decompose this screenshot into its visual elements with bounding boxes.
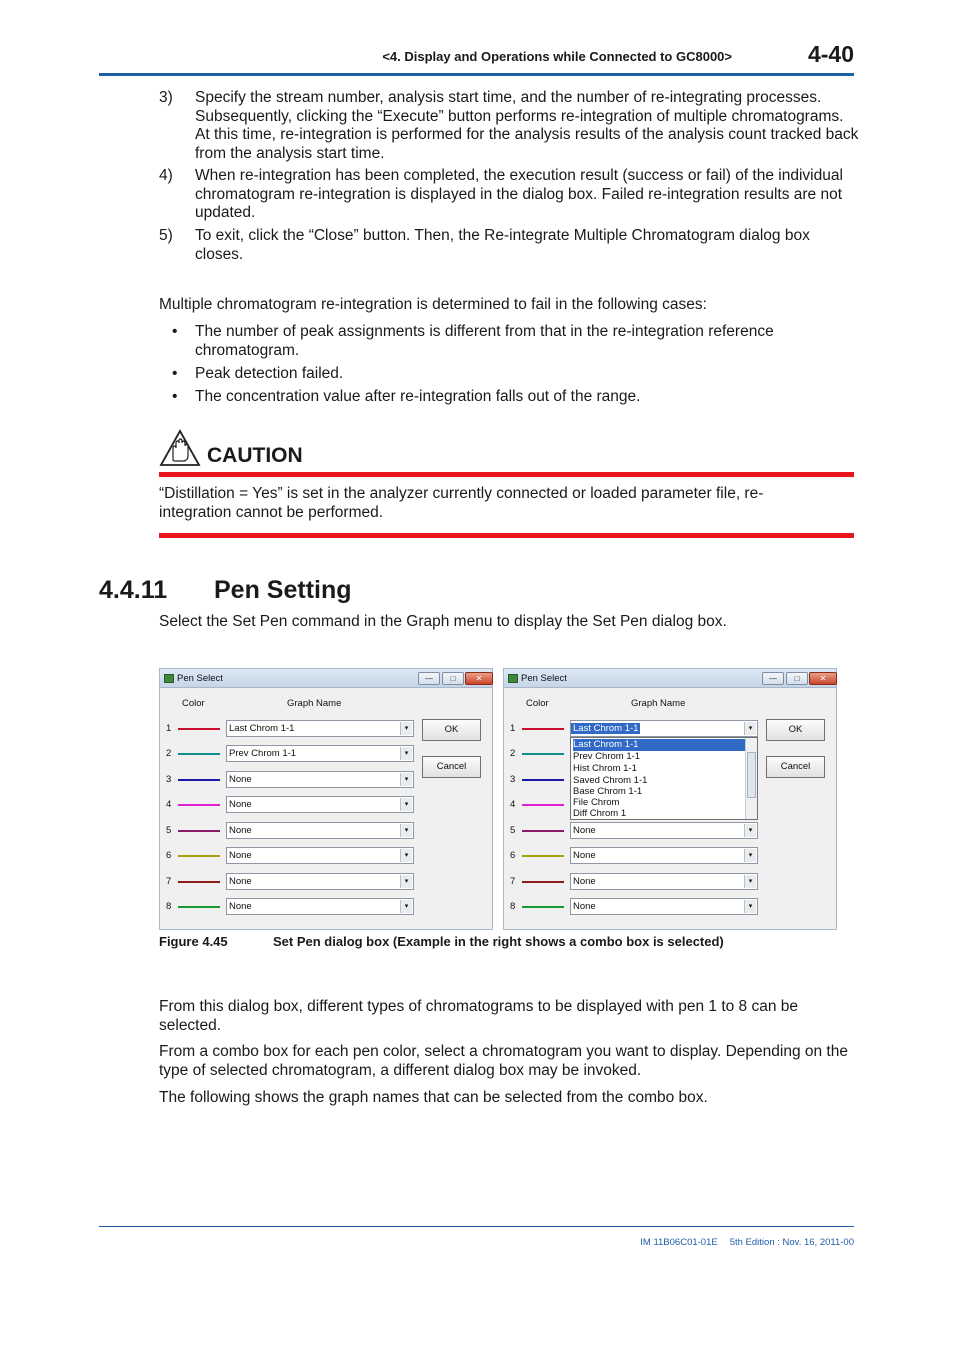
document-number: IM 11B06C01-01E	[640, 1237, 718, 1248]
minimize-button[interactable]: —	[418, 672, 440, 685]
close-button[interactable]: ✕	[809, 672, 837, 685]
pen-number: 2	[166, 748, 172, 759]
step-text: Specify the stream number, analysis start time, and the number of re-integrating processes. Subsequently, clicking the “Execute” button performs re-integration of multiple chromatograms. At this time, re-integration is performed for the analysis results of the analysis count tracked back from the analysis start time.	[195, 89, 859, 162]
combo-value: Prev Chrom 1-1	[229, 748, 297, 759]
ok-button[interactable]: OK	[766, 719, 825, 741]
caution-label: CAUTION	[207, 444, 303, 467]
pen-color-swatch	[178, 728, 220, 730]
combo-value: None	[229, 774, 252, 785]
pen-color-swatch	[178, 855, 220, 857]
page-number: 4-40	[807, 41, 854, 67]
body-paragraph: From a combo box for each pen color, select a chromatogram you want to display. Depending on the type of selected chromatogram, a different dialog box may be invoked.	[159, 1043, 848, 1079]
dialog-titlebar	[160, 669, 492, 688]
pen-number: 7	[510, 876, 516, 887]
close-button[interactable]: ✕	[465, 672, 493, 685]
dropdown-arrow-icon[interactable]: ▾	[744, 900, 756, 913]
pen-number: 6	[510, 850, 516, 861]
pen-number: 7	[166, 876, 172, 887]
caution-text: “Distillation = Yes” is set in the analyzer currently connected or loaded parameter file, re-integration cannot be performed.	[159, 485, 764, 521]
bullet-symbol: •	[172, 323, 178, 340]
step-number: 4)	[159, 167, 173, 184]
color-column-header: Color	[526, 698, 549, 709]
pen-select-dialog-right	[503, 668, 837, 930]
cancel-button[interactable]: Cancel	[766, 756, 825, 778]
pen-color-swatch	[178, 830, 220, 832]
figure-label: Figure 4.45	[159, 934, 228, 949]
pen-row-7	[504, 873, 764, 891]
combo-value: None	[229, 901, 252, 912]
dropdown-arrow-icon[interactable]: ▾	[400, 900, 412, 913]
step-4	[159, 167, 859, 223]
caution-bottom-rule	[159, 533, 854, 538]
header-rule	[99, 73, 854, 76]
graph-name-combo-8[interactable]	[226, 898, 414, 915]
bullet-symbol: •	[172, 365, 178, 382]
graph-name-column-header: Graph Name	[631, 698, 686, 709]
pen-color-swatch	[178, 753, 220, 755]
pen-row-6	[160, 847, 420, 865]
pen-color-swatch	[522, 728, 564, 730]
caution-top-rule	[159, 472, 854, 477]
pen-color-swatch	[522, 804, 564, 806]
app-icon	[164, 674, 174, 683]
running-header-title: <4. Display and Operations while Connected to GC8000>	[382, 49, 732, 64]
ok-button[interactable]: OK	[422, 719, 481, 741]
dropdown-arrow-icon[interactable]: ▾	[400, 849, 412, 862]
pen-row-5	[504, 822, 764, 840]
scrollbar-thumb[interactable]	[747, 752, 756, 798]
graph-name-combo-8[interactable]	[570, 898, 758, 915]
dropdown-option[interactable]: Last Chrom 1-1	[573, 739, 745, 751]
dropdown-arrow-icon[interactable]: ▾	[744, 849, 756, 862]
maximize-button[interactable]: □	[786, 672, 808, 685]
dropdown-option[interactable]: File Chrom	[573, 797, 620, 808]
pen-color-swatch	[178, 906, 220, 908]
pen-number: 5	[510, 825, 516, 836]
cancel-button[interactable]: Cancel	[422, 756, 481, 778]
step-5	[159, 227, 859, 264]
dropdown-option[interactable]: Prev Chrom 1-1	[573, 751, 641, 762]
graph-name-combo-6[interactable]	[226, 847, 414, 864]
pen-number: 8	[510, 901, 516, 912]
maximize-button[interactable]: □	[442, 672, 464, 685]
figure-caption: Set Pen dialog box (Example in the right shows a combo box is selected)	[273, 934, 724, 949]
dropdown-arrow-icon[interactable]: ▾	[400, 773, 412, 786]
bullet-item	[172, 388, 862, 407]
combo-value: None	[573, 901, 596, 912]
dropdown-arrow-icon[interactable]: ▾	[400, 875, 412, 888]
pen-row-8	[160, 898, 420, 916]
graph-name-combo-2[interactable]	[226, 745, 414, 762]
bullet-item	[172, 365, 862, 384]
pen-number: 6	[166, 850, 172, 861]
color-column-header: Color	[182, 698, 205, 709]
bullet-item	[172, 323, 862, 360]
section-intro: Select the Set Pen command in the Graph menu to display the Set Pen dialog box.	[159, 613, 727, 630]
dropdown-option[interactable]: Hist Chrom 1-1	[573, 763, 637, 774]
combo-value: None	[573, 876, 596, 887]
graph-name-combo-5[interactable]	[226, 822, 414, 839]
graph-name-combo-7[interactable]	[570, 873, 758, 890]
step-number: 3)	[159, 89, 173, 106]
pen-row-4	[160, 796, 420, 814]
pen-row-7	[160, 873, 420, 891]
fail-intro: Multiple chromatogram re-integration is determined to fail in the following cases:	[159, 296, 707, 313]
combo-value: None	[229, 825, 252, 836]
pen-number: 3	[510, 774, 516, 785]
dialog-titlebar	[504, 669, 836, 688]
dropdown-option[interactable]: Diff Chrom 1	[573, 808, 627, 819]
pen-row-2	[160, 745, 420, 763]
combo-value: None	[229, 876, 252, 887]
pen-color-swatch	[178, 804, 220, 806]
pen-row-1	[504, 720, 764, 738]
pen-number: 1	[166, 723, 172, 734]
dropdown-arrow-icon[interactable]: ▾	[400, 798, 412, 811]
graph-name-combo-1[interactable]	[570, 720, 758, 737]
pen-row-8	[504, 898, 764, 916]
bullet-text: Peak detection failed.	[195, 365, 344, 382]
footer	[600, 1237, 854, 1248]
step-text: When re-integration has been completed, the execution result (success or fail) of the individual chromatogram re-integration is displayed in the dialog box. Failed re-integration results are not updated.	[195, 167, 843, 221]
bullet-symbol: •	[172, 388, 178, 405]
pen-select-dialog-left	[159, 668, 493, 930]
pen-color-swatch	[522, 906, 564, 908]
section-heading	[99, 576, 352, 605]
dropdown-arrow-icon[interactable]: ▾	[744, 824, 756, 837]
dropdown-arrow-icon[interactable]: ▾	[400, 747, 412, 760]
graph-name-combo-6[interactable]	[570, 847, 758, 864]
dropdown-arrow-icon[interactable]: ▾	[744, 875, 756, 888]
graph-name-combo-3[interactable]	[226, 771, 414, 788]
dropdown-scrollbar[interactable]	[745, 738, 757, 819]
graph-name-combo-4[interactable]	[226, 796, 414, 813]
pen-number: 8	[166, 901, 172, 912]
section-number: 4.4.11	[99, 576, 168, 604]
caution-hand-icon	[159, 429, 201, 467]
combo-value: Last Chrom 1-1	[573, 723, 639, 734]
pen-row-1	[160, 720, 420, 738]
pen-number: 4	[166, 799, 172, 810]
dropdown-arrow-icon[interactable]: ▾	[400, 824, 412, 837]
step-text: To exit, click the “Close” button. Then, the Re-integrate Multiple Chromatogram dialog box closes.	[195, 227, 810, 263]
dropdown-option[interactable]: Saved Chrom 1-1	[573, 775, 648, 786]
bullet-text: The number of peak assignments is different from that in the re-integration reference chromatogram.	[195, 323, 774, 359]
pen-color-swatch	[522, 753, 564, 755]
combo-value: None	[229, 850, 252, 861]
body-paragraph: The following shows the graph names that can be selected from the combo box.	[159, 1089, 708, 1106]
section-title: Pen Setting	[214, 576, 352, 604]
pen-color-swatch	[178, 881, 220, 883]
dropdown-arrow-icon[interactable]: ▾	[400, 722, 412, 735]
graph-name-combo-7[interactable]	[226, 873, 414, 890]
graph-name-column-header: Graph Name	[287, 698, 342, 709]
pen-color-swatch	[522, 881, 564, 883]
edition-date: 5th Edition : Nov. 16, 2011-00	[729, 1237, 854, 1248]
pen-color-swatch	[522, 779, 564, 781]
pen-number: 3	[166, 774, 172, 785]
bullet-text: The concentration value after re-integration falls out of the range.	[195, 388, 641, 405]
step-3	[159, 89, 859, 163]
combo-value: Last Chrom 1-1	[229, 723, 295, 734]
dropdown-arrow-icon[interactable]: ▾	[744, 722, 756, 735]
body-paragraph: From this dialog box, different types of chromatograms to be displayed with pen 1 to 8 can be selected.	[159, 998, 799, 1034]
combo-value: None	[573, 850, 596, 861]
combo-value: None	[573, 825, 596, 836]
pen-number: 1	[510, 723, 516, 734]
graph-name-combo-1[interactable]	[226, 720, 414, 737]
dropdown-option[interactable]: Base Chrom 1-1	[573, 786, 643, 797]
dialog-title: Pen Select	[177, 673, 223, 684]
pen-number: 2	[510, 748, 516, 759]
pen-row-5	[160, 822, 420, 840]
graph-name-combo-5[interactable]	[570, 822, 758, 839]
minimize-button[interactable]: —	[762, 672, 784, 685]
pen-number: 4	[510, 799, 516, 810]
footer-rule	[99, 1226, 854, 1227]
pen-row-6	[504, 847, 764, 865]
graph-name-dropdown-list[interactable]	[570, 737, 758, 820]
pen-number: 5	[166, 825, 172, 836]
combo-value: None	[229, 799, 252, 810]
pen-color-swatch	[178, 779, 220, 781]
app-icon	[508, 674, 518, 683]
pen-color-swatch	[522, 830, 564, 832]
dialog-title: Pen Select	[521, 673, 567, 684]
step-number: 5)	[159, 227, 173, 244]
pen-color-swatch	[522, 855, 564, 857]
pen-row-3	[160, 771, 420, 789]
